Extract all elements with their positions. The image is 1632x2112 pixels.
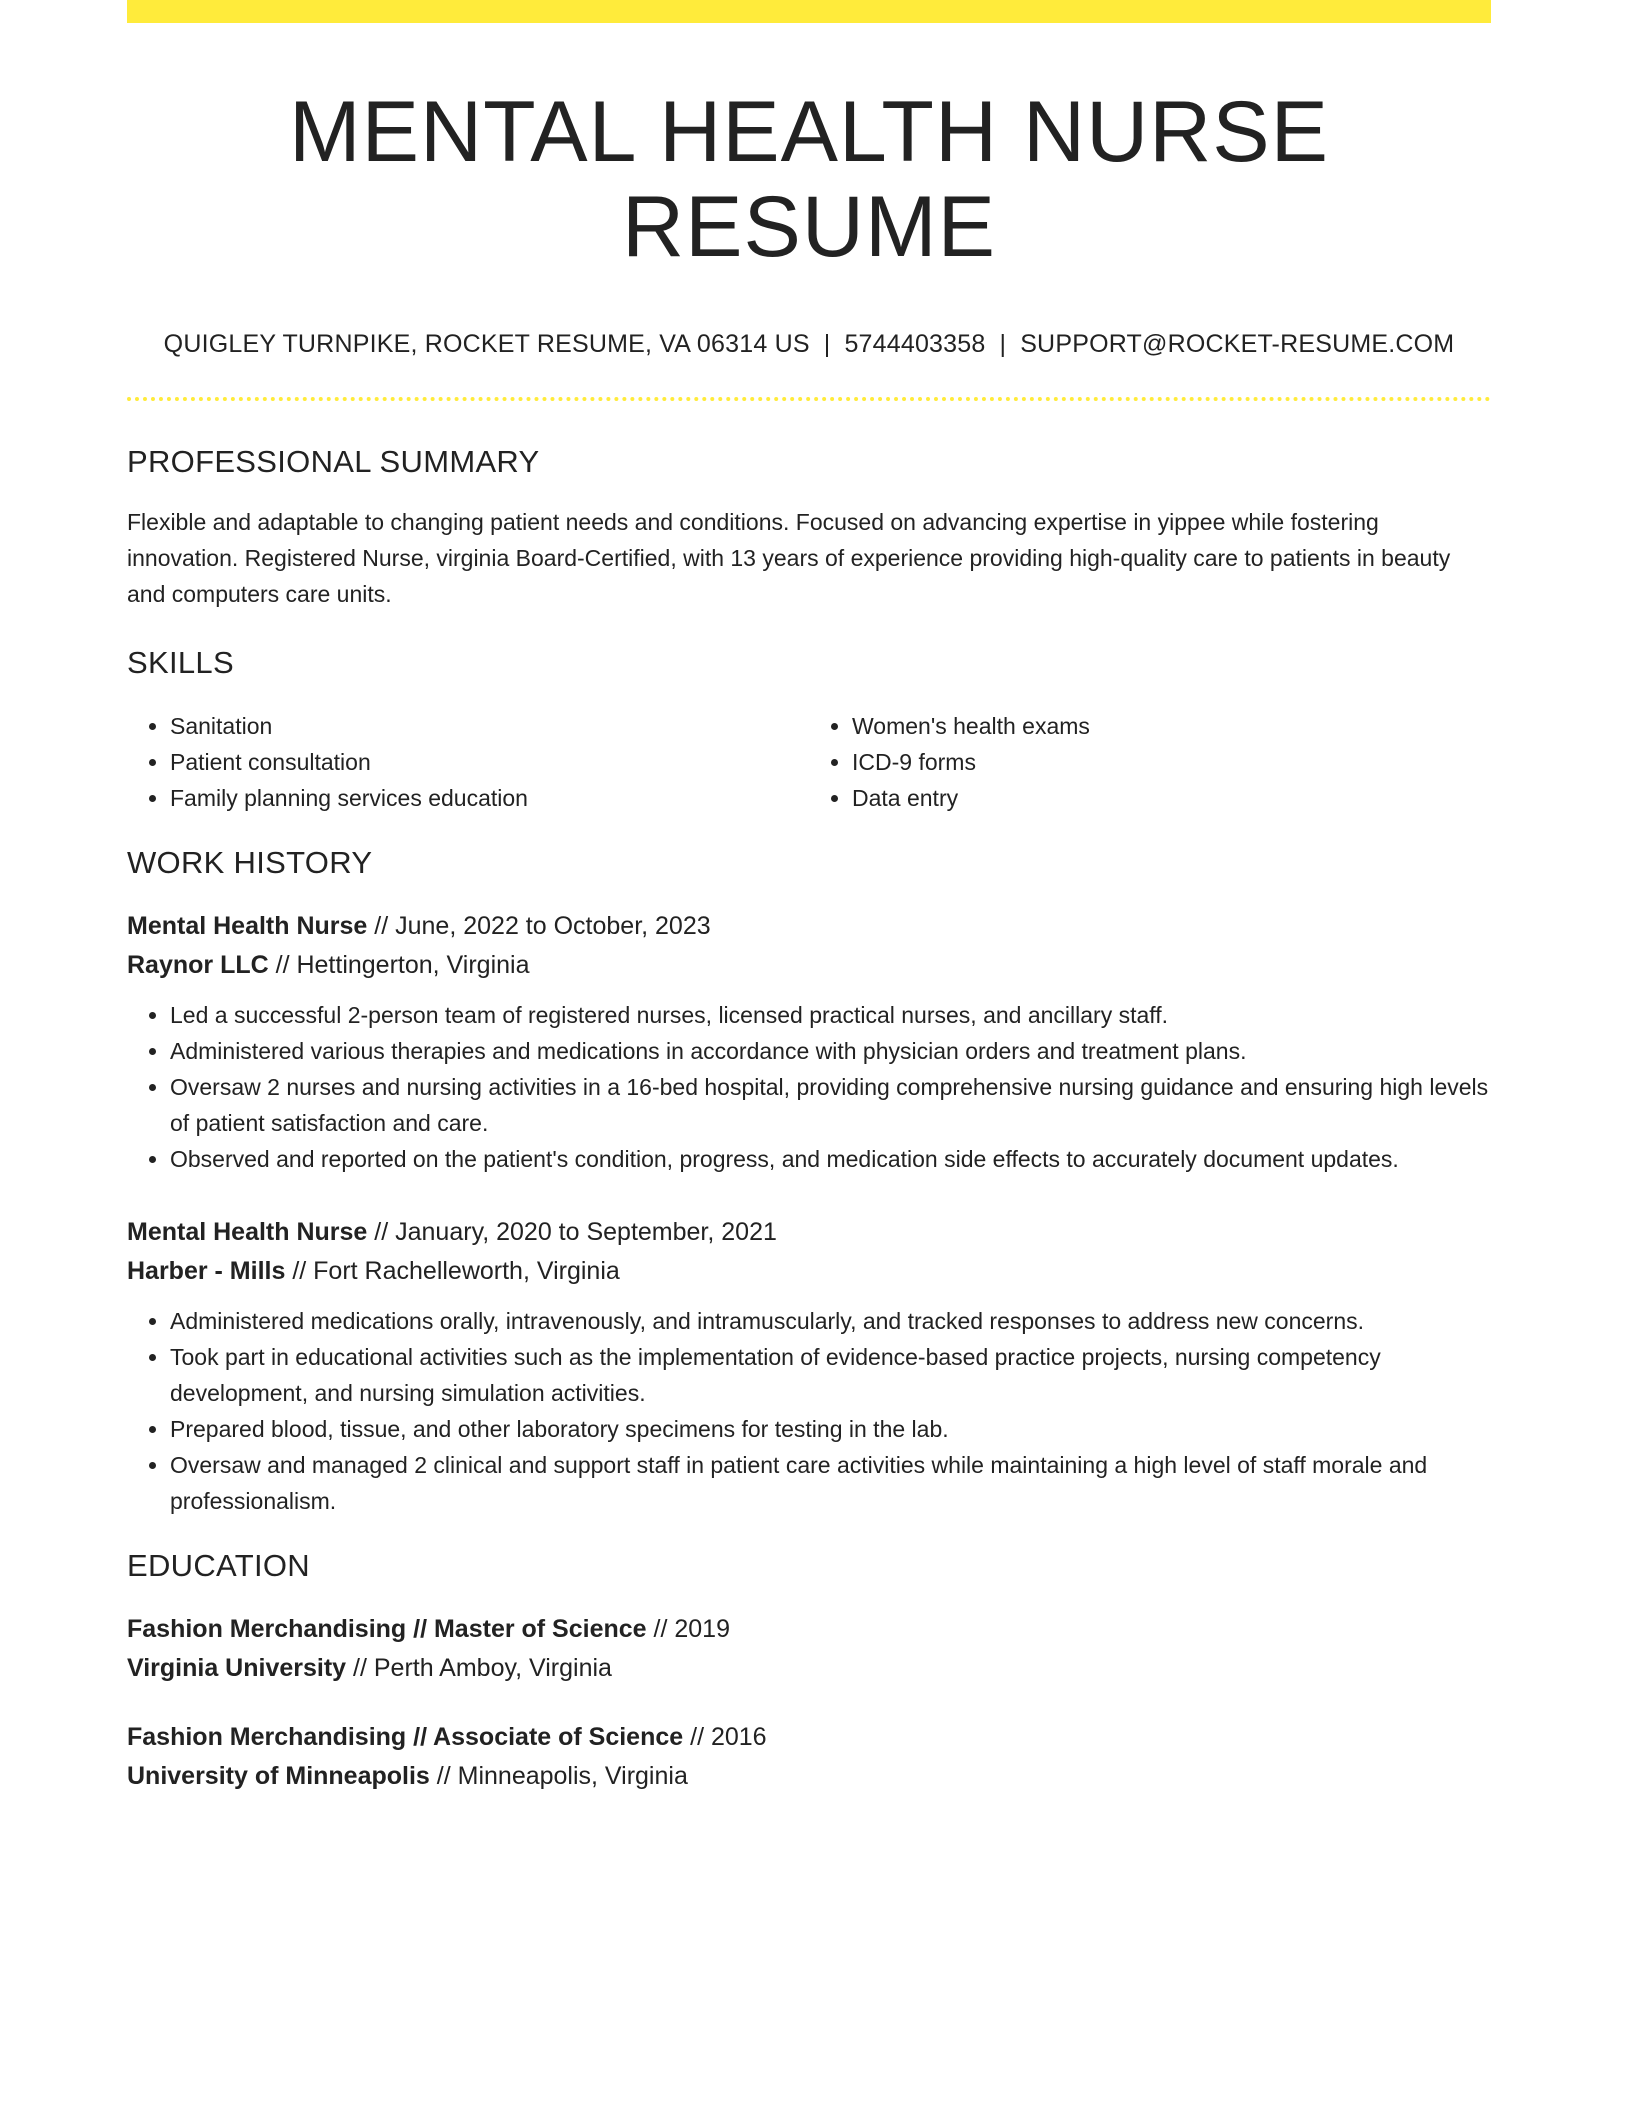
summary-text: Flexible and adaptable to changing patient needs and conditions. Focused on advancing expertise in yippee while fostering innovation. Registered Nurse, virginia Board-Certified, with 13 years of experience providing high-quality care to patients in beauty and computers care units. bbox=[127, 509, 1451, 608]
job-location: // Fort Rachelleworth, Virginia bbox=[285, 1256, 620, 1285]
resume-title: MENTAL HEALTH NURSE RESUME bbox=[289, 84, 1329, 275]
skill-item: • Sanitation bbox=[170, 708, 809, 744]
education-degree: Fashion Merchandising // Associate of Science bbox=[127, 1722, 684, 1751]
education-year: // 2019 bbox=[646, 1614, 730, 1643]
dotted-divider bbox=[127, 397, 1491, 401]
job-dates: // June, 2022 to October, 2023 bbox=[367, 911, 711, 940]
job-entry bbox=[127, 1213, 1491, 1519]
education-degree-line bbox=[127, 1718, 1491, 1757]
contact-separator: | bbox=[999, 330, 1007, 359]
education-location: // Minneapolis, Virginia bbox=[429, 1761, 688, 1790]
education-entry bbox=[127, 1718, 1491, 1796]
education-degree-line bbox=[127, 1610, 1491, 1649]
accent-top-bar bbox=[127, 0, 1491, 23]
skill-item: • Patient consultation bbox=[170, 744, 809, 780]
contact-line bbox=[127, 330, 1491, 359]
skills-list bbox=[127, 708, 1491, 816]
skills-column-left bbox=[127, 708, 809, 816]
summary-heading: PROFESSIONAL SUMMARY bbox=[127, 444, 540, 480]
job-bullet: • Led a successful 2-person team of registered nurses, licensed practical nurses, and ancillary staff. bbox=[170, 997, 1491, 1033]
resume-page bbox=[127, 0, 1491, 1796]
contact-address: QUIGLEY TURNPIKE, ROCKET RESUME, VA 06314 US bbox=[163, 330, 810, 359]
education-school-line bbox=[127, 1649, 1491, 1688]
education-school: University of Minneapolis bbox=[127, 1761, 430, 1790]
job-bullet: • Observed and reported on the patient's condition, progress, and medication side effects to accurately document updates. bbox=[170, 1141, 1491, 1177]
skill-item: • Women's health exams bbox=[852, 708, 1491, 744]
contact-separator: | bbox=[823, 330, 831, 359]
education-degree: Fashion Merchandising // Master of Science bbox=[127, 1614, 647, 1643]
skill-item: • Family planning services education bbox=[170, 780, 809, 816]
job-bullets bbox=[127, 1303, 1491, 1519]
education-school-line bbox=[127, 1757, 1491, 1796]
job-bullet: • Took part in educational activities such as the implementation of evidence-based practice projects, nursing competency development, and nursing simulation activities. bbox=[170, 1339, 1491, 1411]
job-title-line bbox=[127, 907, 1491, 946]
job-bullet: • Oversaw 2 nurses and nursing activities in a 16-bed hospital, providing comprehensive nursing guidance and ensuring high levels of patient satisfaction and care. bbox=[170, 1069, 1491, 1141]
contact-phone: 5744403358 bbox=[844, 330, 986, 359]
skill-item: • Data entry bbox=[852, 780, 1491, 816]
job-bullets bbox=[127, 997, 1491, 1177]
work-history-heading: WORK HISTORY bbox=[127, 844, 373, 880]
job-company-line bbox=[127, 946, 1491, 985]
education-school: Virginia University bbox=[127, 1653, 347, 1682]
job-entry bbox=[127, 907, 1491, 1177]
job-bullet: • Prepared blood, tissue, and other laboratory specimens for testing in the lab. bbox=[170, 1411, 1491, 1447]
education-entry bbox=[127, 1610, 1491, 1688]
job-location: // Hettingerton, Virginia bbox=[268, 950, 530, 979]
education-year: // 2016 bbox=[683, 1722, 767, 1751]
job-role: Mental Health Nurse bbox=[127, 911, 368, 940]
job-role: Mental Health Nurse bbox=[127, 1217, 368, 1246]
skills-column-right bbox=[809, 708, 1491, 816]
job-bullet: • Oversaw and managed 2 clinical and support staff in patient care activities while maintaining a high level of staff morale and professionalism. bbox=[170, 1447, 1491, 1519]
job-company-line bbox=[127, 1252, 1491, 1291]
job-bullet: • Administered medications orally, intravenously, and intramuscularly, and tracked responses to address new concerns. bbox=[170, 1303, 1491, 1339]
education-location: // Perth Amboy, Virginia bbox=[346, 1653, 612, 1682]
job-dates: // January, 2020 to September, 2021 bbox=[367, 1217, 777, 1246]
job-bullet: • Administered various therapies and medications in accordance with physician orders and treatment plans. bbox=[170, 1033, 1491, 1069]
skill-item: • ICD-9 forms bbox=[852, 744, 1491, 780]
contact-email: SUPPORT@ROCKET-RESUME.COM bbox=[1020, 330, 1455, 359]
education-heading: EDUCATION bbox=[127, 1547, 310, 1583]
skills-heading: SKILLS bbox=[127, 645, 234, 681]
job-company: Raynor LLC bbox=[127, 950, 269, 979]
job-title-line bbox=[127, 1213, 1491, 1252]
job-company: Harber - Mills bbox=[127, 1256, 286, 1285]
